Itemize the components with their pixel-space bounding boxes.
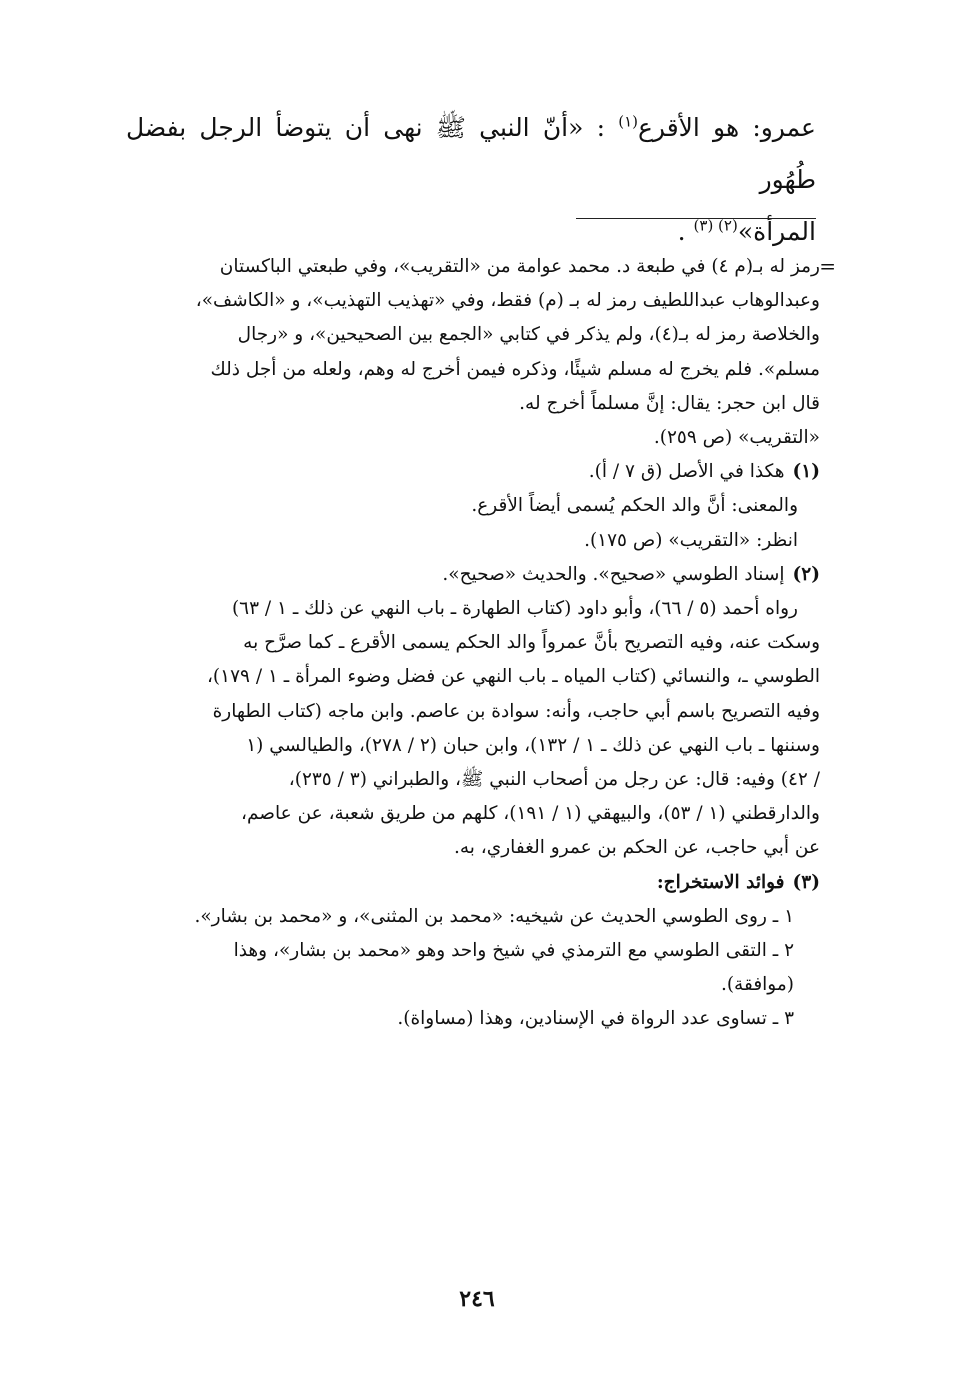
footnote-line: وفيه التصريح باسم أبي حاجب، وأنه: سوادة بن عاصم. وابن ماجه (كتاب الطهارة xyxy=(212,700,820,722)
footnote-line: رواه أحمد (٥ / ٦٦)، وأبو داود (كتاب الطهارة ـ باب النهي عن ذلك ـ ١ / ٦٣) xyxy=(231,598,798,620)
main-text-segment: : «أنّ النبي ﷺ نهى أن يتوضأ الرجل بفضل طُهُور xyxy=(126,113,816,194)
main-text-line-1 xyxy=(126,102,816,206)
footnote-line: والخلاصة رمز له بـ(٤)، ولم يذكر في كتابي «الجمع بين الصحيحين»، و «رجال xyxy=(237,324,820,346)
main-text-segment: المرأة» xyxy=(737,217,816,246)
footnote-text: هكذا في الأصل (ق ٧ / أ). xyxy=(588,461,785,483)
footnote-line: وعبدالوهاب عبداللطيف رمز له بـ (م) فقط، وفي «تهذيب التهذيب»، و «الكاشف»، xyxy=(195,290,820,312)
footnote-line: ٢ ـ التقى الطوسي مع الترمذي في شيخ واحد وهو «محمد بن بشار»، وهذا xyxy=(233,940,794,962)
footnote-ref-1: (١) xyxy=(618,112,638,131)
footnote-line: وسكت عنه، وفيه التصريح بأنَّ عمرواً والد الحكم يسمى الأقرع ـ كما صرَّح به xyxy=(243,632,820,654)
footnote-line: والدارقطني (١ / ٥٣)، والبيهقي (١ / ١٩١)، كلهم من طريق شعبة، عن عاصم، xyxy=(241,803,820,825)
footnote-line: وسننها ـ باب النهي عن ذلك ـ ١ / ١٣٢)، وابن حبان (٢ / ٢٧٨)، والطيالسي (١ xyxy=(246,734,820,756)
footnote-2-line xyxy=(120,558,820,592)
footnote-line: (موافقة). xyxy=(720,974,794,996)
footnote-line: ١ ـ روى الطوسي الحديث عن شيخيه: «محمد بن المثنى»، و «محمد بن بشار». xyxy=(194,905,794,927)
footnote-ref-2-3: (٢) (٣) xyxy=(693,216,738,235)
footnote-line: عن أبي حاجب، عن الحكم بن عمرو الغفاري، به. xyxy=(453,837,820,859)
main-text xyxy=(126,102,816,258)
footnote-line: مسلم». فلم يخرج له مسلم شيئًا، وذكره فيمن أخرج له وهم، ولعله من أجل ذلك xyxy=(210,358,820,380)
footnote-line: رمز له بـ(م ٤) في طبعة د. محمد عوامة من «التقريب»، وفي طبعتي الباكستان xyxy=(219,256,820,277)
footnote-3-number: (٣) xyxy=(792,871,820,893)
footnote-line: ٣ ـ تساوى عدد الرواة في الإسنادين، وهذا (مساواة). xyxy=(397,1008,794,1030)
footnote-line: قال ابن حجر: يقال: إنَّ مسلماً أخرج له. xyxy=(519,392,820,414)
main-text-segment: . xyxy=(677,217,694,246)
footnotes xyxy=(120,250,820,1037)
footnote-text: إسناد الطوسي «صحيح». والحديث «صحيح». xyxy=(442,563,785,585)
footnote-3-line xyxy=(120,866,820,900)
footnote-1-number: (١) xyxy=(792,461,820,483)
footnote-2-number: (٢) xyxy=(792,563,820,585)
footnote-3-heading: فوائد الاستخراج: xyxy=(656,871,785,893)
footnote-line: «التقريب» (ص ٢٥٩). xyxy=(653,427,820,449)
continuation-marker: = xyxy=(819,254,836,278)
footnote-line: / ٤٢) وفيه: قال: عن رجل من أصحاب النبي ﷺ، والطبراني (٣ / ٢٣٥)، xyxy=(288,769,820,791)
main-text-segment: عمرو: هو الأقرع xyxy=(637,113,816,142)
footnote-line: انظر: «التقريب» (ص ١٧٥). xyxy=(584,529,798,551)
footnote-separator-rule xyxy=(576,218,816,219)
footnote-1-line xyxy=(120,455,820,489)
footnote-line: والمعنى: أنَّ والد الحكم يُسمى أيضاً الأقرع. xyxy=(471,495,798,517)
page-number: ٢٤٦ xyxy=(459,1286,495,1312)
footnote-line: الطوسي ـ، والنسائي (كتاب المياه ـ باب النهي عن فضل وضوء المرأة ـ ١ / ١٧٩)، xyxy=(206,666,820,688)
